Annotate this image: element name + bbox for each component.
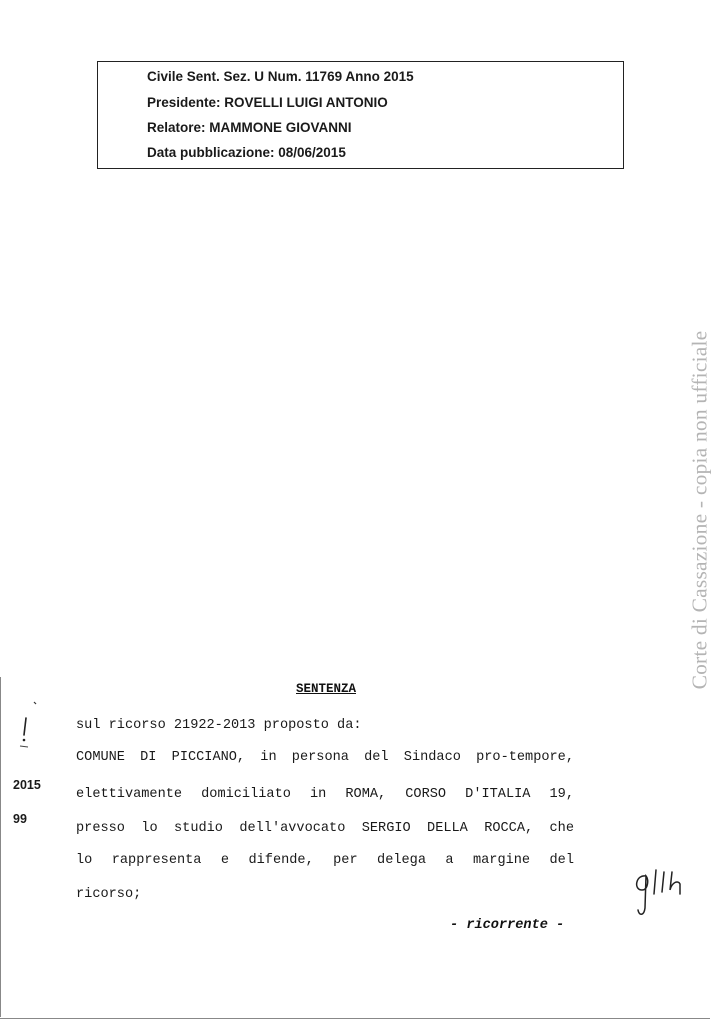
- header-line-sentence: Civile Sent. Sez. U Num. 11769 Anno 2015: [147, 69, 414, 84]
- body-line-1: sul ricorso 21922-2013 proposto da:: [76, 718, 362, 733]
- body-line-3: elettivamente domiciliato in ROMA, CORSO D'ITALIA 19,: [76, 787, 574, 802]
- margin-number: 99: [13, 812, 27, 826]
- header-box: [97, 61, 624, 169]
- party-role-label: - ricorrente -: [450, 918, 565, 933]
- page-bottom-edge: [0, 1018, 710, 1019]
- margin-year: 2015: [13, 778, 41, 792]
- page-left-edge: [0, 677, 1, 1017]
- header-line-rapporteur: Relatore: MAMMONE GIOVANNI: [147, 120, 352, 135]
- handwritten-initials: [630, 868, 690, 924]
- body-line-5: lo rappresenta e difende, per delega a margine del: [76, 853, 574, 868]
- body-line-6: ricorso;: [76, 887, 142, 902]
- margin-pen-marks: [14, 700, 38, 752]
- watermark-text: Corte di Cassazione - copia non ufficiale: [687, 330, 712, 690]
- header-line-publication-date: Data pubblicazione: 08/06/2015: [147, 145, 346, 160]
- body-line-4: presso lo studio dell'avvocato SERGIO DELLA ROCCA, che: [76, 821, 574, 836]
- document-title: SENTENZA: [296, 682, 357, 696]
- header-line-president: Presidente: ROVELLI LUIGI ANTONIO: [147, 95, 388, 110]
- body-line-2: COMUNE DI PICCIANO, in persona del Sindaco pro-tempore,: [76, 750, 574, 765]
